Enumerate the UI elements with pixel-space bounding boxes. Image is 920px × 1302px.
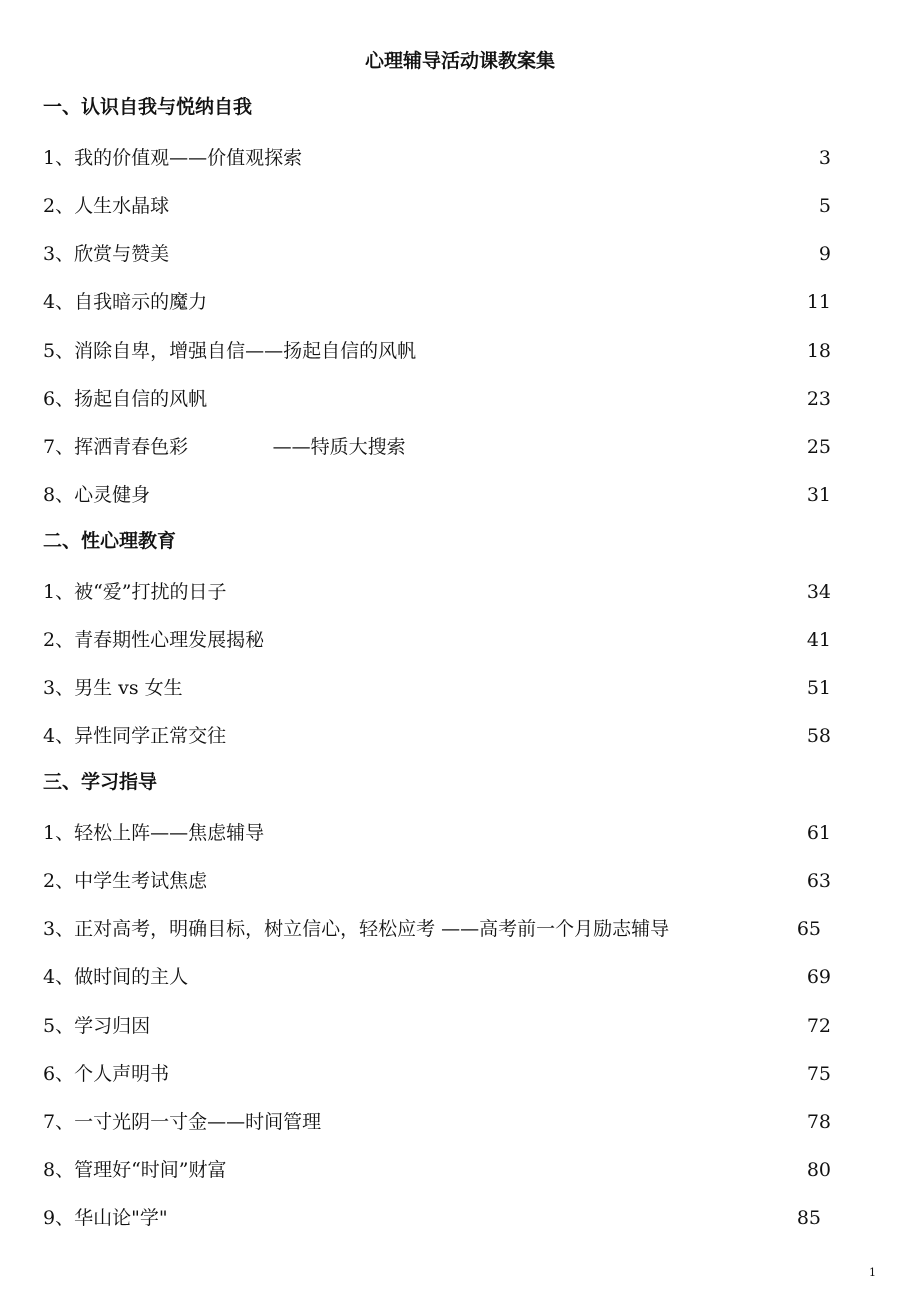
toc-entry	[43, 241, 843, 267]
toc-entry-label: 3、欣赏与赞美	[43, 243, 170, 265]
toc-entry-page: 5	[818, 195, 831, 217]
toc-entry-page: 65	[796, 918, 821, 940]
toc-entry	[43, 1205, 843, 1231]
toc-entry-label: 2、人生水晶球	[43, 195, 170, 217]
toc-entry-page: 41	[806, 629, 831, 651]
toc-entry	[43, 1061, 843, 1087]
toc-entry-page: 85	[796, 1207, 821, 1229]
toc-entry	[43, 1109, 843, 1135]
toc-entry	[43, 964, 843, 990]
toc-entry	[43, 482, 843, 508]
toc-entry-page: 3	[818, 147, 831, 169]
toc-entry	[43, 145, 843, 171]
toc-entry	[43, 627, 843, 653]
section-heading-2: 二、性心理教育	[43, 530, 177, 552]
toc-entry-label: 2、中学生考试焦虑	[43, 870, 208, 892]
toc-entry	[43, 820, 843, 846]
toc-entry	[43, 1013, 843, 1039]
toc-entry	[43, 868, 843, 894]
toc-entry-label: 3、正对高考，明确目标，树立信心，轻松应考 ——高考前一个月励志辅导	[43, 918, 670, 940]
toc-entry	[43, 723, 843, 749]
toc-entry-page: 51	[806, 677, 831, 699]
toc-entry-label: 5、学习归因	[43, 1015, 151, 1037]
toc-entry-label: 8、心灵健身	[43, 484, 151, 506]
page-number: 1	[869, 1266, 876, 1279]
toc-entry-page: 34	[806, 581, 831, 603]
toc-entry	[43, 675, 843, 701]
toc-entry-label: 1、轻松上阵——焦虑辅导	[43, 822, 265, 844]
toc-entry-page: 9	[818, 243, 831, 265]
toc-entry-label: 4、做时间的主人	[43, 966, 189, 988]
section-heading-3: 三、学习指导	[43, 771, 158, 793]
toc-entry	[43, 289, 843, 315]
toc-entry-page: 58	[806, 725, 831, 747]
toc-entry-page: 69	[806, 966, 831, 988]
toc-entry-page: 25	[806, 436, 831, 458]
section-heading-1: 一、认识自我与悦纳自我	[43, 96, 253, 118]
toc-entry-label: 7、一寸光阴一寸金——时间管理	[43, 1111, 322, 1133]
toc-entry	[43, 193, 843, 219]
toc-entry-page: 75	[806, 1063, 831, 1085]
document-title: 心理辅导活动课教案集	[364, 50, 555, 72]
toc-entry-label: 6、个人声明书	[43, 1063, 170, 1085]
toc-entry-label: 2、青春期性心理发展揭秘	[43, 629, 265, 651]
toc-entry	[43, 1157, 843, 1183]
toc-entry-label: 4、异性同学正常交往	[43, 725, 227, 747]
toc-entry	[43, 338, 843, 364]
toc-entry-label: 4、自我暗示的魔力	[43, 291, 208, 313]
toc-entry-label: 3、男生 vs 女生	[43, 677, 183, 699]
toc-entry-label: 5、消除自卑，增强自信——扬起自信的风帆	[43, 340, 417, 362]
toc-entry-label: 1、我的价值观——价值观探索	[43, 147, 303, 169]
toc-entry-label: 7、挥洒青春色彩 ——特质大搜索	[43, 436, 406, 458]
toc-entry-page: 31	[806, 484, 831, 506]
toc-entry-page: 63	[806, 870, 831, 892]
toc-entry	[43, 916, 843, 942]
toc-entry-label: 9、华山论"学"	[43, 1207, 168, 1229]
toc-entry-page: 11	[806, 291, 831, 313]
toc-entry-label: 6、扬起自信的风帆	[43, 388, 208, 410]
toc-entry-label: 1、被“爱”打扰的日子	[43, 581, 227, 603]
toc-entry	[43, 434, 843, 460]
toc-entry-page: 80	[806, 1159, 831, 1181]
toc-entry	[43, 386, 843, 412]
toc-entry-page: 78	[806, 1111, 831, 1133]
toc-entry-page: 61	[806, 822, 831, 844]
toc-entry-page: 72	[806, 1015, 831, 1037]
toc-entry-page: 18	[806, 340, 831, 362]
toc-entry	[43, 579, 843, 605]
toc-entry-label: 8、管理好“时间”财富	[43, 1159, 227, 1181]
toc-entry-page: 23	[806, 388, 831, 410]
